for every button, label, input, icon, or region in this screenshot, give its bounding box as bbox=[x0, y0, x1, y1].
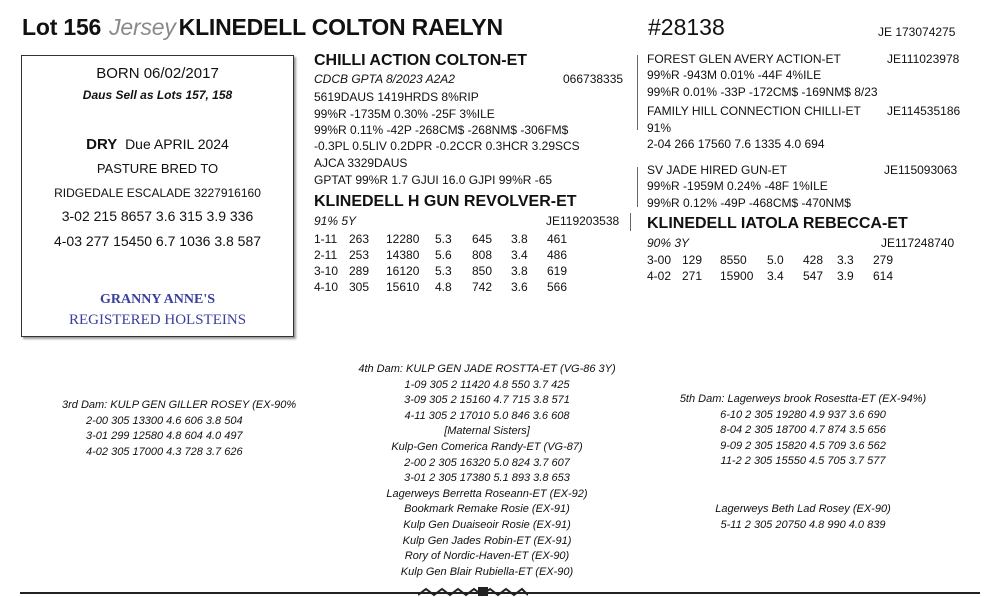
own-record-1: 3-02 215 8657 3.6 315 3.9 336 bbox=[61, 208, 254, 224]
table-row bbox=[647, 252, 893, 268]
record-cell: 850 bbox=[472, 264, 493, 278]
lot-number: Lot 156 bbox=[22, 14, 102, 40]
dam-dam-name: KLINEDELL IATOLA REBECCA-ET bbox=[647, 215, 908, 232]
dam-dam-records-table bbox=[647, 252, 893, 284]
relative-line: 5-11 2 305 20750 4.8 990 4.0 839 bbox=[720, 518, 886, 531]
dam-sire-line-2: 99%R 0.12% -49P -468CM$ -470NM$ bbox=[647, 196, 851, 210]
record-cell: 3.9 bbox=[837, 269, 854, 283]
ornament-icon bbox=[418, 586, 528, 597]
fifth-dam-line: 8-04 2 305 18700 4.7 874 3.5 656 bbox=[720, 424, 886, 437]
animal-name: KLINEDELL COLTON RAELYN bbox=[178, 14, 503, 40]
record-cell: 8550 bbox=[720, 253, 747, 267]
record-cell: 3-10 bbox=[314, 264, 339, 278]
record-cell: 3.6 bbox=[511, 280, 528, 294]
maternal-sisters-heading: [Maternal Sisters] bbox=[444, 425, 530, 438]
record-cell: 5.0 bbox=[767, 253, 784, 267]
record-cell: 15610 bbox=[386, 280, 420, 294]
sire-cdcb: CDCB GPTA 8/2023 A2A2 bbox=[314, 72, 455, 86]
fourth-dam-line: 4-11 305 2 17010 5.0 846 3.6 608 bbox=[404, 409, 570, 422]
fourth-dam-line: Kulp Gen Jades Robin-ET (EX-91) bbox=[402, 534, 572, 547]
fourth-dam-title: 4th Dam: KULP GEN JADE ROSTTA-ET (VG-86 3Y) bbox=[358, 363, 616, 375]
fourth-dam-line: Rory of Nordic-Haven-ET (EX-90) bbox=[404, 550, 570, 563]
table-row bbox=[314, 263, 567, 279]
record-cell: 3.8 bbox=[511, 232, 528, 246]
record-cell: 129 bbox=[682, 253, 703, 267]
daus-sell-note: Daus Sell as Lots 157, 158 bbox=[82, 88, 233, 102]
fifth-dam-line: 6-10 2 305 19280 4.9 937 3.6 690 bbox=[720, 408, 886, 421]
sire-dam-name: FAMILY HILL CONNECTION CHILLI-ET bbox=[647, 104, 861, 118]
relative-section bbox=[668, 502, 938, 533]
record-cell: 289 bbox=[349, 264, 370, 278]
dry-status bbox=[22, 136, 293, 153]
lot-title bbox=[22, 14, 503, 41]
relative-title: Lagerweys Beth Lad Rosey (EX-90) bbox=[715, 503, 891, 515]
fourth-dam-line: 3-01 2 305 17380 5.1 893 3.8 653 bbox=[404, 472, 570, 485]
catalog-number: #28138 bbox=[648, 14, 725, 40]
record-cell: 5.6 bbox=[435, 248, 452, 262]
dam-classification: 91% 5Y bbox=[314, 214, 357, 228]
fourth-dam-line: Kulp-Gen Comerica Randy-ET (VG-87) bbox=[391, 440, 583, 453]
fifth-dam-line: 11-2 2 305 15550 4.5 705 3.7 577 bbox=[720, 455, 886, 468]
fourth-dam-line: Kulp Gen Blair Rubiella-ET (EX-90) bbox=[400, 565, 574, 578]
record-cell: 16120 bbox=[386, 264, 420, 278]
pedigree-connector bbox=[637, 55, 638, 130]
fourth-dam-line: Kulp Gen Duaiseoir Rosie (EX-91) bbox=[403, 518, 571, 531]
bred-to-sire: RIDGEDALE ESCALADE 3227916160 bbox=[54, 186, 261, 200]
dam-dam-classification: 90% 3Y bbox=[647, 236, 690, 250]
sire-line-3: 99%R 0.11% -42P -268CM$ -268NM$ -306FM$ bbox=[314, 123, 569, 137]
record-cell: 15900 bbox=[720, 269, 754, 283]
record-cell: 461 bbox=[547, 232, 568, 246]
sire-line-6: GPTAT 99%R 1.7 GJUI 16.0 GJPI 99%R -65 bbox=[314, 173, 553, 187]
third-dam-line-1: 2-00 305 13300 4.6 606 3.8 504 bbox=[86, 414, 243, 427]
fourth-dam-line: 1-09 305 2 11420 4.8 550 3.7 425 bbox=[404, 378, 570, 391]
sire-sire-line-2: 99%R 0.01% -33P -172CM$ -169NM$ 8/23 bbox=[647, 85, 878, 99]
fourth-dam-line: Lagerweys Berretta Roseann-ET (EX-92) bbox=[386, 487, 588, 500]
dam-sire-name: SV JADE HIRED GUN-ET bbox=[647, 163, 788, 177]
breed-label: Jersey bbox=[109, 14, 176, 40]
fifth-dam-title: 5th Dam: Lagerweys brook Rosestta-ET (EX-94%) bbox=[679, 393, 927, 405]
table-row bbox=[314, 279, 567, 295]
record-cell: 3.4 bbox=[511, 248, 528, 262]
record-cell: 428 bbox=[803, 253, 824, 267]
sire-sire-name: FOREST GLEN AVERY ACTION-ET bbox=[647, 52, 841, 66]
record-cell: 5.3 bbox=[435, 264, 452, 278]
fourth-dam-line: 3-09 305 2 15160 4.7 715 3.8 571 bbox=[404, 394, 570, 407]
sire-line-5: AJCA 3329DAUS bbox=[314, 156, 408, 170]
record-cell: 742 bbox=[472, 280, 493, 294]
dam-registration: JE119203538 bbox=[546, 214, 620, 228]
record-cell: 808 bbox=[472, 248, 493, 262]
sire-dam-line-1: 91% bbox=[647, 121, 672, 135]
table-row bbox=[314, 247, 567, 263]
registration-number: JE 173074275 bbox=[878, 25, 956, 39]
record-cell: 3.4 bbox=[767, 269, 784, 283]
fourth-dam-line: 2-00 2 305 16320 5.0 824 3.7 607 bbox=[404, 456, 570, 469]
pasture-bred: PASTURE BRED TO bbox=[96, 161, 219, 176]
sire-dam-registration: JE114535186 bbox=[887, 104, 961, 118]
third-dam-title: 3rd Dam: KULP GEN GILLER ROSEY (EX-90% bbox=[62, 399, 297, 411]
sire-sire-registration: JE111023978 bbox=[887, 52, 960, 66]
farm-subtitle: REGISTERED HOLSTEINS bbox=[68, 312, 247, 328]
third-dam-section bbox=[62, 398, 296, 460]
record-cell: 271 bbox=[682, 269, 703, 283]
pedigree-connector bbox=[630, 213, 631, 231]
due-date: Due APRIL 2024 bbox=[125, 136, 229, 152]
record-cell: 4-10 bbox=[314, 280, 339, 294]
dry-label: DRY bbox=[86, 136, 118, 153]
third-dam-line-2: 3-01 299 12580 4.8 604 4.0 497 bbox=[86, 430, 243, 443]
dam-records-table bbox=[314, 231, 567, 295]
sire-registration: 066738335 bbox=[563, 72, 624, 86]
fifth-dam-section bbox=[668, 392, 938, 470]
dam-sire-line-1: 99%R -1959M 0.24% -48F 1%ILE bbox=[647, 179, 828, 193]
fourth-dam-section bbox=[350, 362, 624, 580]
dam-sire-registration: JE115093063 bbox=[884, 163, 958, 177]
record-cell: 645 bbox=[472, 232, 493, 246]
record-cell: 566 bbox=[547, 280, 568, 294]
record-cell: 3.3 bbox=[837, 253, 854, 267]
sire-line-1: 5619DAUS 1419HRDS 8%RIP bbox=[314, 90, 479, 104]
pedigree-connector bbox=[637, 167, 638, 207]
record-cell: 619 bbox=[547, 264, 568, 278]
record-cell: 1-11 bbox=[314, 232, 338, 246]
dam-name: KLINEDELL H GUN REVOLVER-ET bbox=[314, 193, 577, 210]
fourth-dam-line: Bookmark Remake Rosie (EX-91) bbox=[404, 503, 570, 516]
record-cell: 12280 bbox=[386, 232, 420, 246]
own-record-2: 4-03 277 15450 6.7 1036 3.8 587 bbox=[53, 233, 262, 249]
record-cell: 253 bbox=[349, 248, 370, 262]
record-cell: 263 bbox=[349, 232, 370, 246]
record-cell: 547 bbox=[803, 269, 824, 283]
record-cell: 305 bbox=[349, 280, 370, 294]
fifth-dam-line: 9-09 2 305 15820 4.5 709 3.6 562 bbox=[720, 439, 886, 452]
table-row bbox=[314, 231, 567, 247]
table-row bbox=[647, 268, 893, 284]
sire-line-4: -0.3PL 0.5LIV 0.2DPR -0.2CCR 0.3HCR 3.29SCS bbox=[314, 139, 580, 153]
record-cell: 486 bbox=[547, 248, 568, 262]
farm-name: GRANNY ANNE'S bbox=[100, 292, 215, 307]
record-cell: 614 bbox=[873, 269, 894, 283]
dam-dam-registration: JE117248740 bbox=[881, 236, 955, 250]
sire-line-2: 99%R -1735M 0.30% -25F 3%ILE bbox=[314, 107, 495, 121]
record-cell: 279 bbox=[873, 253, 894, 267]
record-cell: 5.3 bbox=[435, 232, 452, 246]
record-cell: 4.8 bbox=[435, 280, 452, 294]
third-dam-line-3: 4-02 305 17000 4.3 728 3.7 626 bbox=[86, 445, 243, 458]
sire-dam-line-2: 2-04 266 17560 7.6 1335 4.0 694 bbox=[647, 137, 825, 151]
record-cell: 3.8 bbox=[511, 264, 528, 278]
record-cell: 4-02 bbox=[647, 269, 672, 283]
sire-sire-line-1: 99%R -943M 0.01% -44F 4%ILE bbox=[647, 68, 822, 82]
record-cell: 14380 bbox=[386, 248, 420, 262]
record-cell: 3-00 bbox=[647, 253, 672, 267]
info-box bbox=[21, 55, 294, 337]
sire-name: CHILLI ACTION COLTON-ET bbox=[314, 52, 528, 69]
born-date: BORN 06/02/2017 bbox=[96, 65, 219, 82]
record-cell: 2-11 bbox=[314, 248, 338, 262]
